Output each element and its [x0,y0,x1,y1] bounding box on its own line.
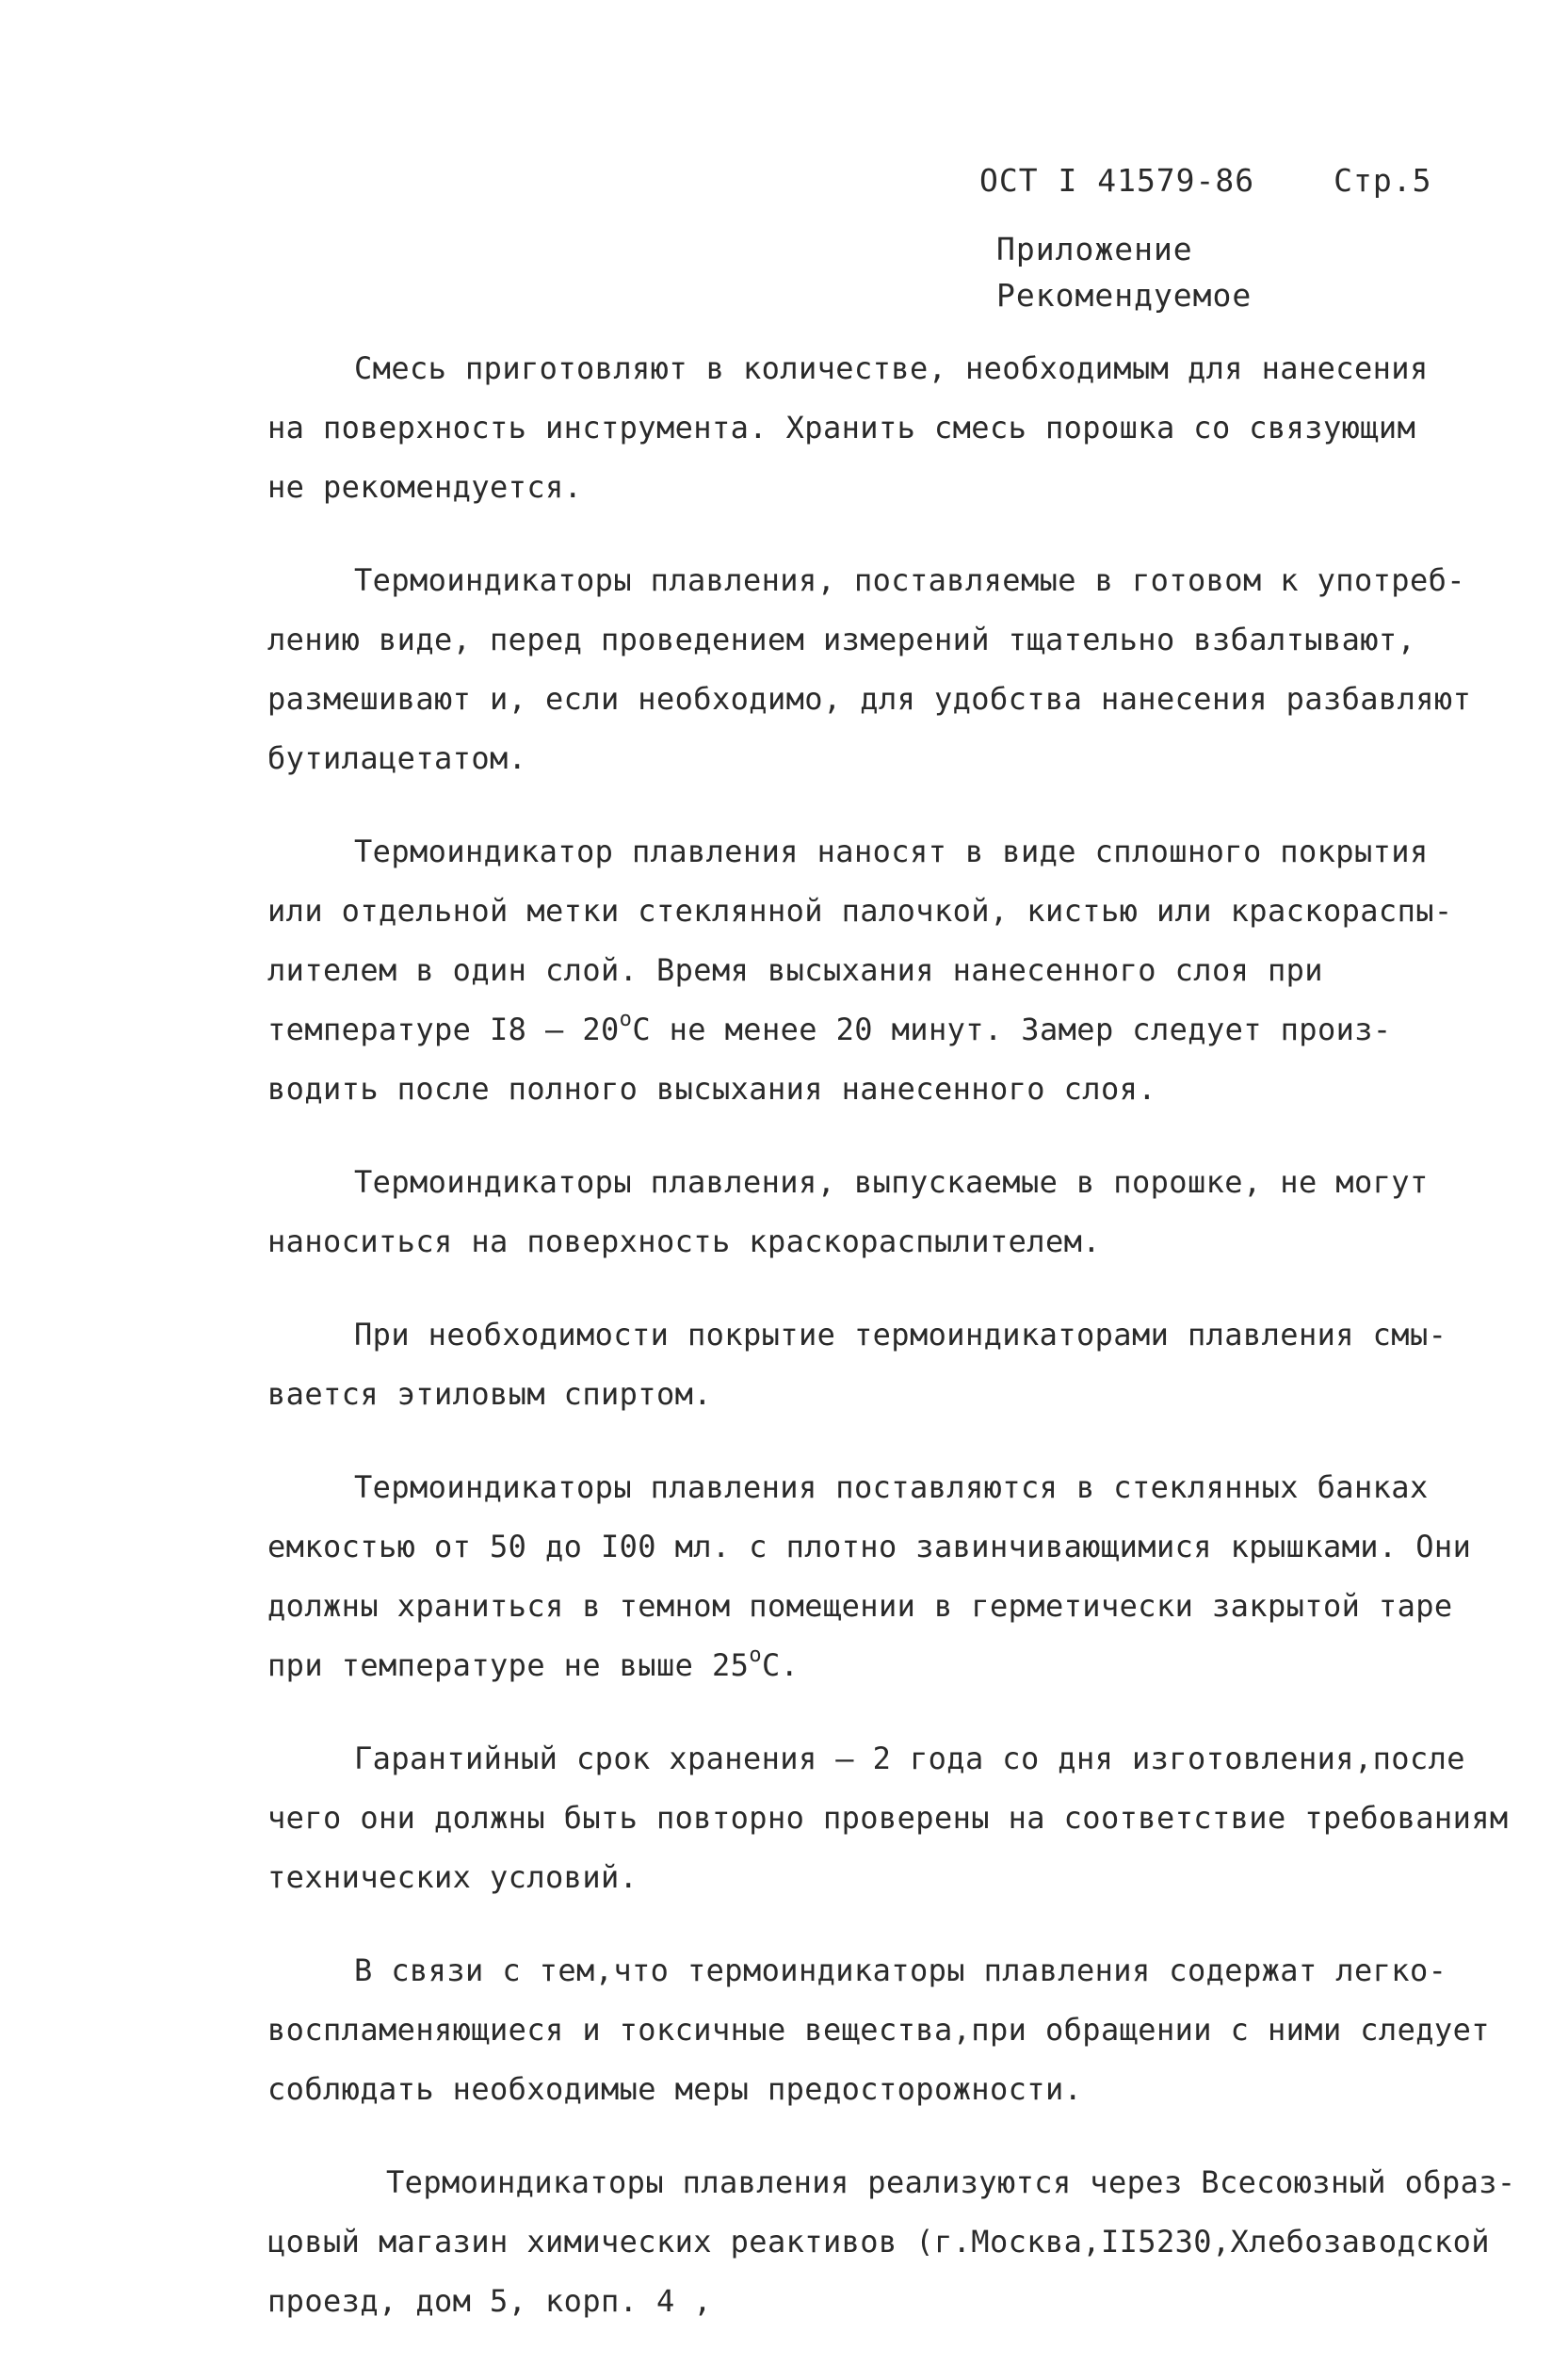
text-line-with-temperature [267,1000,1492,1060]
text-line: водить после полного высыхания нанесенного слоя. [267,1071,1156,1107]
text-line: проезд, дом 5, корп. 4 , [267,2283,712,2319]
paragraph-packaging-storage [267,1458,1492,1695]
text-line: Смесь приготовляют в количестве, необходимым для нанесения [354,350,1429,386]
text-line: емкостью от 50 до I00 мл. с плотно завинчивающимися крышками. Они [267,1529,1472,1564]
text-line: воспламеняющиеся и токсичные вещества,при обращении с ними следует [267,2012,1490,2048]
paragraph-warranty [267,1729,1509,1907]
paragraph-distribution [267,2153,1516,2331]
text-line: вается этиловым спиртом. [267,1376,712,1412]
paragraph-removal [267,1305,1492,1424]
text-line: лителем в один слой. Время высыхания нанесенного слоя при [267,952,1323,988]
text-line: Термоиндикатор плавления наносят в виде сплошного покрытия [354,834,1429,869]
text-line: лению виде, перед проведением измерений тщательно взбалтывают, [267,622,1416,657]
degree-sign: o [619,1008,633,1032]
paragraph-mixture-preparation [267,339,1492,517]
text-line: чего они должны быть повторно проверены на соответствие требованиям [267,1800,1509,1836]
page-header [979,162,1432,199]
text-line: Термоиндикаторы плавления, выпускаемые в порошке, не могут [354,1164,1429,1200]
temperature-text-tail: C не менее 20 минут. Замер следует произ- [632,1012,1392,1047]
page-number: Стр.5 [1334,162,1432,199]
degree-sign: o [749,1644,762,1668]
paragraph-ready-made-indicators [267,551,1492,788]
text-line: должны храниться в темном помещении в герметически закрытой таре [267,1588,1453,1624]
text-line: Термоиндикаторы плавления поставляются в стеклянных банках [354,1469,1429,1505]
text-line: бутилацетатом. [267,740,527,776]
appendix-title: Приложение [996,231,1193,267]
text-line: цовый магазин химических реактивов (г.Москва,II5230,Хлебозаводской [267,2224,1490,2260]
appendix-status: Рекомендуемое [996,277,1253,314]
text-line: размешивают и, если необходимо, для удобства нанесения разбавляют [267,681,1472,717]
text-line: соблюдать необходимые меры предосторожности. [267,2071,1083,2107]
paragraph-safety [267,1941,1492,2119]
text-line: Термоиндикаторы плавления реализуются через Всесоюзный образ- [386,2164,1516,2200]
document-code: ОСТ I 41579-86 [979,162,1255,199]
text-line: При необходимости покрытие термоиндикаторами плавления смы- [354,1317,1447,1353]
text-line: В связи с тем,что термоиндикаторы плавления содержат легко- [354,1952,1447,1988]
text-line: не рекомендуется. [267,469,583,505]
text-line: или отдельной метки стеклянной палочкой, кистью или краскораспы- [267,893,1453,929]
appendix-label [996,226,1252,318]
text-line: наноситься на поверхность краскораспылителем. [267,1223,1101,1259]
text-line: технических условий. [267,1859,639,1895]
temperature-text-tail: C. [761,1647,800,1683]
text-line: Гарантийный срок хранения – 2 года со дня изготовления,после [354,1741,1465,1776]
document-body [267,339,1516,2365]
temperature-text: при температуре не выше 25 [267,1647,750,1683]
text-line-with-temperature [267,1636,1492,1695]
text-line: Термоиндикаторы плавления, поставляемые в готовом к употреб- [354,562,1465,598]
temperature-text: температуре I8 – 20 [267,1012,620,1047]
text-line: на поверхность инструмента. Хранить смесь порошка со связующим [267,410,1416,445]
paragraph-powder-indicators [267,1153,1492,1272]
paragraph-application-method [267,822,1492,1119]
